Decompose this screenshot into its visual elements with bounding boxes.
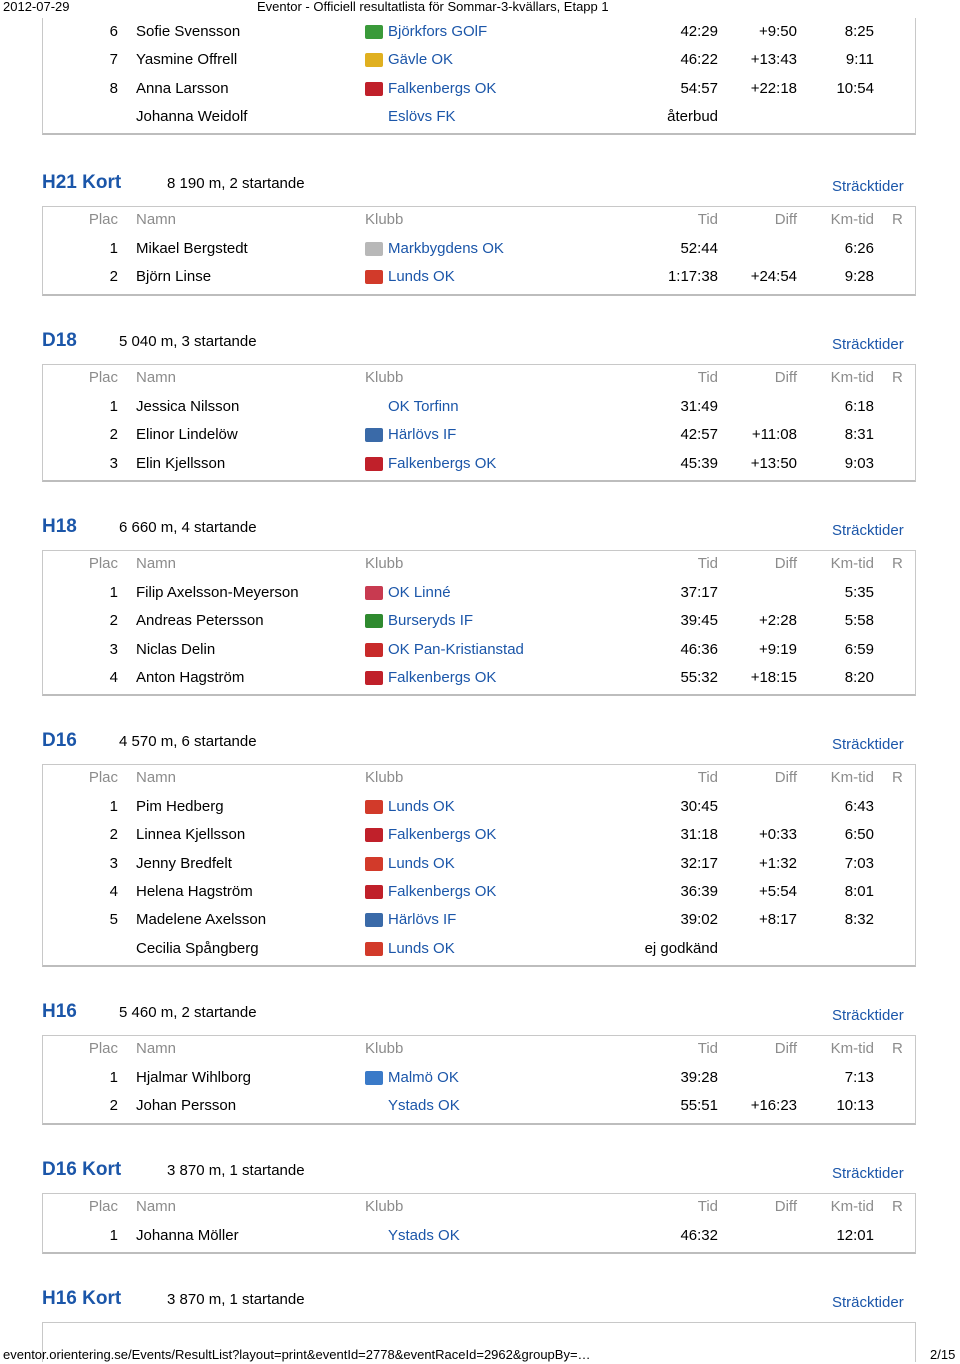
km-time: 6:50: [844, 826, 874, 844]
club-logo-icon: [365, 671, 383, 685]
club-link[interactable]: Markbygdens OK: [388, 240, 504, 257]
print-header: [0, 0, 960, 14]
results-table: [42, 764, 916, 967]
table-header: [43, 365, 917, 393]
placement: 2: [109, 426, 118, 444]
club-link[interactable]: Falkenbergs OK: [388, 826, 497, 844]
km-time: 9:28: [844, 268, 874, 286]
club-link[interactable]: Ystads OK: [388, 1227, 460, 1244]
placement: 8: [109, 79, 118, 97]
runner-name: Anna Larsson: [136, 79, 229, 97]
col-r: R: [892, 555, 903, 572]
placement: 1: [109, 240, 118, 257]
km-time: 6:59: [844, 640, 874, 658]
finish-time: 32:17: [680, 854, 718, 872]
col-tid: Tid: [697, 1040, 718, 1057]
club-logo-icon: [365, 457, 383, 471]
table-header: [43, 1194, 917, 1222]
table-header: [43, 1036, 917, 1064]
club-logo-icon: [365, 242, 383, 256]
club-link[interactable]: Eslövs FK: [388, 107, 456, 125]
km-time: 12:01: [836, 1227, 874, 1244]
results-table: [42, 1035, 916, 1125]
col-r: R: [892, 369, 903, 386]
col-klubb: Klubb: [365, 1040, 404, 1057]
placement: 1: [109, 584, 118, 601]
result-row: [43, 879, 917, 907]
class-info: 8 190 m, 2 startande: [167, 175, 305, 192]
club-logo-icon: [365, 82, 383, 96]
split-times-link[interactable]: Sträcktider: [832, 522, 904, 539]
km-time: 8:01: [844, 882, 874, 900]
result-row: [43, 451, 917, 479]
time-diff: +2:28: [759, 612, 797, 630]
club-link[interactable]: OK Linné: [388, 584, 451, 601]
club-logo-icon: [365, 428, 383, 442]
time-diff: +8:17: [759, 911, 797, 929]
result-row: [43, 422, 917, 450]
result-row: [43, 822, 917, 850]
time-diff: +9:19: [759, 640, 797, 658]
col-diff: Diff: [774, 555, 797, 572]
finish-time: 42:57: [680, 426, 718, 444]
col-plac: Plac: [88, 555, 118, 572]
runner-name: Sofie Svensson: [136, 23, 241, 40]
placement: 4: [109, 668, 118, 686]
club-link[interactable]: Burseryds IF: [388, 612, 474, 630]
finish-time: 36:39: [680, 882, 718, 900]
finish-time: 54:57: [680, 79, 718, 97]
col-plac: Plac: [88, 769, 118, 786]
split-times-link[interactable]: Sträcktider: [832, 336, 904, 353]
result-row: [43, 394, 917, 422]
class-info: 6 660 m, 4 startande: [119, 519, 257, 536]
runner-name: Yasmine Offrell: [136, 51, 238, 69]
club-link[interactable]: Härlövs IF: [388, 911, 457, 929]
time-diff: +18:15: [750, 668, 797, 686]
club-link[interactable]: Ystads OK: [388, 1097, 460, 1115]
result-row: [43, 1223, 917, 1251]
results-table: [42, 18, 916, 135]
club-link[interactable]: Lunds OK: [388, 268, 455, 286]
finish-time: 37:17: [680, 584, 718, 601]
runner-name: Pim Hedberg: [136, 798, 224, 815]
split-times-link[interactable]: Sträcktider: [832, 1007, 904, 1024]
class-name: H16 Kort: [42, 1288, 122, 1309]
runner-name: Jessica Nilsson: [136, 398, 240, 415]
club-link[interactable]: Falkenbergs OK: [388, 668, 497, 686]
runner-name: Elin Kjellsson: [136, 454, 226, 472]
finish-time: 46:32: [680, 1227, 718, 1244]
result-row: [43, 608, 917, 636]
print-title: Eventor - Officiell resultatlista för Sommar-3-kvällars, Etapp 1: [257, 0, 609, 14]
col-diff: Diff: [774, 211, 797, 228]
col-kmtid: Km-tid: [830, 769, 874, 786]
time-diff: +11:08: [751, 426, 797, 444]
col-diff: Diff: [774, 369, 797, 386]
result-row: [43, 794, 917, 822]
page-number: 2/15: [930, 1347, 956, 1362]
km-time: 8:32: [844, 911, 874, 929]
runner-name: Niclas Delin: [136, 640, 216, 658]
col-namn: Namn: [136, 369, 177, 386]
runner-name: Andreas Petersson: [136, 612, 264, 630]
finish-time: 52:44: [680, 240, 718, 257]
club-link[interactable]: Falkenbergs OK: [388, 454, 497, 472]
col-tid: Tid: [697, 555, 718, 572]
col-diff: Diff: [774, 1198, 797, 1215]
col-namn: Namn: [136, 555, 177, 572]
km-time: 10:13: [836, 1097, 874, 1115]
runner-name: Elinor Lindelöw: [136, 426, 238, 444]
runner-name: Hjalmar Wihlborg: [136, 1069, 252, 1086]
club-link[interactable]: OK Torfinn: [388, 398, 459, 415]
finish-time: 1:17:38: [667, 268, 718, 286]
print-url: eventor.orientering.se/Events/ResultList?layout=print&eventId=2778&eventRaceId=2962&groupBy=…: [3, 1347, 591, 1362]
finish-time: 46:36: [680, 640, 718, 658]
runner-name: Johanna Möller: [136, 1227, 239, 1244]
class-name: H16: [42, 1001, 77, 1022]
time-diff: +16:23: [750, 1097, 797, 1115]
placement: 5: [109, 911, 118, 929]
time-diff: +13:50: [750, 454, 797, 472]
club-link[interactable]: Lunds OK: [388, 798, 455, 815]
finish-time: 55:32: [680, 668, 718, 686]
club-logo-icon: [365, 614, 383, 628]
club-logo-icon: [365, 270, 383, 284]
col-diff: Diff: [774, 1040, 797, 1057]
col-kmtid: Km-tid: [830, 555, 874, 572]
result-row: [43, 936, 917, 964]
time-diff: +1:32: [759, 854, 797, 872]
time-diff: +0:33: [759, 826, 797, 844]
class-info: 5 460 m, 2 startande: [119, 1004, 257, 1021]
col-plac: Plac: [88, 369, 118, 386]
placement: 1: [109, 1069, 118, 1086]
finish-time: 39:45: [680, 612, 718, 630]
club-link[interactable]: Malmö OK: [388, 1069, 459, 1086]
class-name: H21 Kort: [42, 172, 122, 193]
time-diff: +24:54: [750, 268, 797, 286]
col-namn: Namn: [136, 1040, 177, 1057]
club-logo-icon: [365, 885, 383, 899]
time-diff: +22:18: [750, 79, 797, 97]
finish-time: 42:29: [680, 23, 718, 40]
placement: 1: [109, 398, 118, 415]
club-link[interactable]: Härlövs IF: [388, 426, 457, 444]
runner-name: Björn Linse: [136, 268, 212, 286]
col-tid: Tid: [697, 211, 718, 228]
finish-time: 39:02: [680, 911, 718, 929]
km-time: 6:43: [844, 798, 874, 815]
runner-name: Johan Persson: [136, 1097, 237, 1115]
class-info: 3 870 m, 1 startande: [167, 1162, 305, 1179]
result-row: [43, 1065, 917, 1093]
col-klubb: Klubb: [365, 769, 404, 786]
km-time: 5:35: [844, 584, 874, 601]
results-table: [42, 206, 916, 296]
finish-time: 39:28: [680, 1069, 718, 1086]
placement: 2: [109, 826, 118, 844]
km-time: 6:26: [844, 240, 874, 257]
result-row: [43, 47, 917, 75]
placement: 1: [109, 1227, 118, 1244]
km-time: 8:20: [844, 668, 874, 686]
time-diff: +9:50: [759, 23, 797, 40]
time-diff: +5:54: [759, 882, 797, 900]
table-header: [43, 207, 917, 235]
col-klubb: Klubb: [365, 369, 404, 386]
club-logo-icon: [365, 53, 383, 67]
runner-name: Filip Axelsson-Meyerson: [136, 584, 299, 601]
club-logo-icon: [365, 586, 383, 600]
runner-name: Madelene Axelsson: [136, 911, 267, 929]
split-times-link[interactable]: Sträcktider: [832, 736, 904, 753]
result-row: [43, 907, 917, 935]
club-logo-icon: [365, 857, 383, 871]
km-time: 8:31: [844, 426, 874, 444]
club-link[interactable]: Björkfors GOlF: [388, 23, 488, 40]
placement: 6: [109, 23, 118, 40]
runner-name: Jenny Bredfelt: [136, 854, 232, 872]
runner-name: Anton Hagström: [136, 668, 245, 686]
table-header: [43, 551, 917, 579]
col-diff: Diff: [774, 769, 797, 786]
result-row: [43, 851, 917, 879]
club-link[interactable]: OK Pan-Kristianstad: [388, 640, 524, 658]
table-header: [43, 765, 917, 793]
club-logo-icon: [365, 800, 383, 814]
time-diff: +13:43: [750, 51, 797, 69]
col-namn: Namn: [136, 769, 177, 786]
placement: 7: [109, 51, 118, 69]
class-info: 3 870 m, 1 startande: [167, 1291, 305, 1308]
class-info: 4 570 m, 6 startande: [119, 733, 257, 750]
placement: 2: [109, 612, 118, 630]
finish-time: återbud: [667, 107, 718, 125]
result-row: [43, 76, 917, 104]
club-logo-icon: [365, 913, 383, 927]
result-row: [43, 1093, 917, 1121]
result-row: [43, 637, 917, 665]
placement: 4: [109, 882, 118, 900]
col-klubb: Klubb: [365, 211, 404, 228]
col-plac: Plac: [88, 1198, 118, 1215]
finish-time: ej godkänd: [644, 939, 718, 957]
runner-name: Helena Hagström: [136, 882, 253, 900]
col-kmtid: Km-tid: [830, 369, 874, 386]
finish-time: 46:22: [680, 51, 718, 69]
split-times-link[interactable]: Sträcktider: [832, 1165, 904, 1182]
placement: 1: [109, 798, 118, 815]
runner-name: Mikael Bergstedt: [136, 240, 248, 257]
km-time: 5:58: [844, 612, 874, 630]
col-klubb: Klubb: [365, 555, 404, 572]
col-tid: Tid: [697, 369, 718, 386]
km-time: 7:03: [844, 854, 874, 872]
finish-time: 55:51: [680, 1097, 718, 1115]
club-logo-icon: [365, 25, 383, 39]
runner-name: Johanna Weidolf: [136, 107, 248, 125]
split-times-link[interactable]: Sträcktider: [832, 178, 904, 195]
placement: 2: [109, 268, 118, 286]
club-link[interactable]: Gävle OK: [388, 51, 454, 69]
results-table: [42, 1193, 916, 1254]
km-time: 9:11: [845, 51, 874, 69]
col-r: R: [892, 211, 903, 228]
club-link[interactable]: Lunds OK: [388, 854, 455, 872]
class-name: D16 Kort: [42, 1159, 122, 1180]
club-logo-icon: [365, 828, 383, 842]
class-name: D18: [42, 330, 77, 351]
runner-name: Linnea Kjellsson: [136, 826, 246, 844]
km-time: 10:54: [836, 79, 874, 97]
col-plac: Plac: [88, 211, 118, 228]
col-kmtid: Km-tid: [830, 1198, 874, 1215]
result-row: [43, 665, 917, 693]
placement: 2: [109, 1097, 118, 1115]
result-row: [43, 236, 917, 264]
col-klubb: Klubb: [365, 1198, 404, 1215]
placement: 3: [109, 640, 118, 658]
km-time: 7:13: [844, 1069, 874, 1086]
result-row: [43, 264, 917, 292]
print-date: 2012-07-29: [3, 0, 70, 14]
result-row: [43, 104, 917, 132]
split-times-link[interactable]: Sträcktider: [832, 1294, 904, 1311]
club-link[interactable]: Falkenbergs OK: [388, 79, 497, 97]
col-tid: Tid: [697, 1198, 718, 1215]
placement: 3: [109, 454, 118, 472]
col-kmtid: Km-tid: [830, 211, 874, 228]
finish-time: 30:45: [680, 798, 718, 815]
placement: 3: [109, 854, 118, 872]
runner-name: Cecilia Spångberg: [136, 939, 259, 957]
club-logo-icon: [365, 643, 383, 657]
col-tid: Tid: [697, 769, 718, 786]
class-info: 5 040 m, 3 startande: [119, 333, 257, 350]
results-table: [42, 550, 916, 696]
club-link[interactable]: Falkenbergs OK: [388, 882, 497, 900]
col-r: R: [892, 1040, 903, 1057]
class-name: H18: [42, 516, 77, 537]
col-namn: Namn: [136, 1198, 177, 1215]
club-link[interactable]: Lunds OK: [388, 939, 455, 957]
results-table: [42, 364, 916, 482]
col-namn: Namn: [136, 211, 177, 228]
col-kmtid: Km-tid: [830, 1040, 874, 1057]
class-name: D16: [42, 730, 77, 751]
col-r: R: [892, 1198, 903, 1215]
club-logo-icon: [365, 942, 383, 956]
club-logo-icon: [365, 1071, 383, 1085]
col-plac: Plac: [88, 1040, 118, 1057]
result-row: [43, 580, 917, 608]
finish-time: 31:49: [680, 398, 718, 415]
km-time: 6:18: [844, 398, 874, 415]
finish-time: 45:39: [680, 454, 718, 472]
km-time: 8:25: [844, 23, 874, 40]
finish-time: 31:18: [680, 826, 718, 844]
result-row: [43, 19, 917, 47]
col-r: R: [892, 769, 903, 786]
km-time: 9:03: [844, 454, 874, 472]
